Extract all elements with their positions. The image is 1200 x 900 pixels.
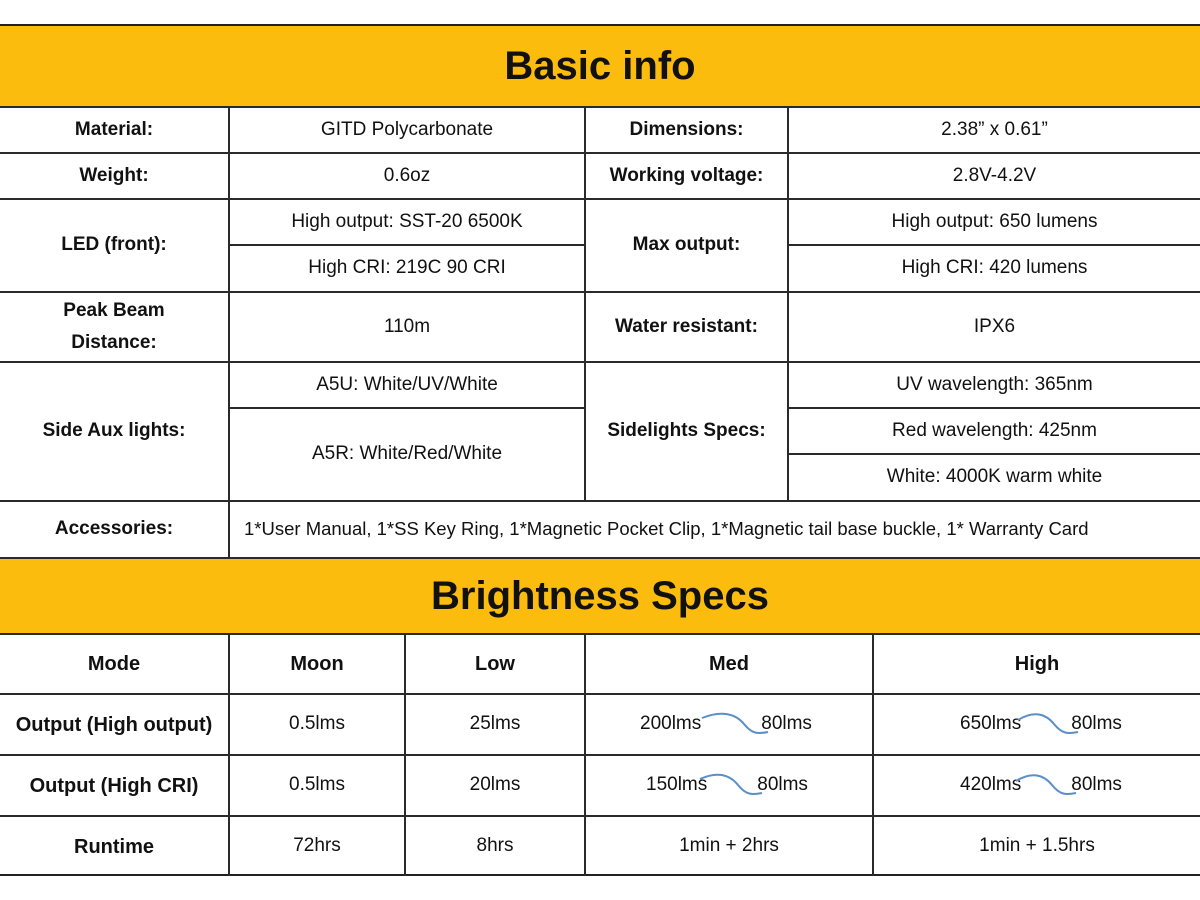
output-high-low: 25lms: [469, 713, 521, 735]
max-output-cri: High CRI: 420 lumens: [901, 257, 1088, 279]
beam-label: Peak Beam Distance:: [63, 299, 165, 353]
dimensions-value: 2.38” x 0.61”: [941, 118, 1048, 140]
output-high-med-start: 200lms: [640, 713, 702, 734]
aux-a5r: A5R: White/Red/White: [311, 443, 503, 465]
led-high-cri: High CRI: 219C 90 CRI: [308, 257, 506, 279]
output-high-high-end: 80lms: [1071, 713, 1122, 734]
decay-curve-icon: [698, 771, 764, 799]
beam-value: 110m: [383, 315, 431, 337]
aux-label: Side Aux lights:: [42, 420, 186, 442]
water-label: Water resistant:: [615, 315, 758, 337]
water-value: IPX6: [973, 315, 1016, 337]
max-output-high: High output: 650 lumens: [891, 210, 1098, 232]
output-cri-low: 20lms: [469, 774, 521, 796]
output-high-med-end: 80lms: [761, 713, 812, 734]
header-med: Med: [709, 653, 749, 675]
weight-label: Weight:: [79, 164, 149, 186]
runtime-low: 8hrs: [476, 835, 514, 857]
output-high-moon: 0.5lms: [289, 713, 345, 735]
brightness-title: Brightness Specs: [0, 559, 1200, 633]
material-value: GITD Polycarbonate: [320, 118, 494, 140]
output-cri-med-end: 80lms: [757, 774, 808, 795]
led-high-output: High output: SST-20 6500K: [291, 210, 523, 232]
material-label: Material:: [74, 118, 154, 140]
accessories-value: 1*User Manual, 1*SS Key Ring, 1*Magnetic Pocket Clip, 1*Magnetic tail base buckle, 1* Warranty Card: [244, 518, 1089, 540]
header-high: High: [1014, 653, 1060, 675]
output-cri-high-start: 420lms: [960, 774, 1022, 795]
max-output-label: Max output:: [632, 234, 741, 256]
output-cri-high-end: 80lms: [1071, 774, 1122, 795]
accessories-label: Accessories:: [54, 518, 174, 540]
runtime-med: 1min + 2hrs: [679, 835, 779, 857]
spec-sheet: [0, 24, 1200, 876]
decay-curve-icon: [700, 710, 770, 738]
aux-a5u: A5U: White/UV/White: [316, 373, 498, 395]
sidelights-uv: UV wavelength: 365nm: [896, 373, 1093, 395]
basic-info-title: Basic info: [0, 26, 1200, 106]
output-high-label: Output (High output): [15, 713, 213, 736]
output-cri-moon: 0.5lms: [289, 774, 345, 796]
voltage-label: Working voltage:: [609, 164, 764, 186]
led-label: LED (front):: [61, 234, 167, 256]
runtime-label: Runtime: [74, 835, 154, 858]
sidelights-white: White: 4000K warm white: [886, 466, 1103, 488]
header-moon: Moon: [290, 653, 344, 675]
runtime-moon: 72hrs: [293, 835, 341, 857]
dimensions-label: Dimensions:: [629, 118, 744, 140]
decay-curve-icon: [1014, 771, 1078, 799]
runtime-high: 1min + 1.5hrs: [979, 835, 1095, 857]
decay-curve-icon: [1016, 710, 1080, 738]
output-cri-label: Output (High CRI): [29, 774, 199, 797]
output-cri-med-start: 150lms: [646, 774, 708, 795]
weight-value: 0.6oz: [383, 164, 431, 186]
sidelights-red: Red wavelength: 425nm: [892, 419, 1097, 441]
sidelights-label: Sidelights Specs:: [607, 420, 766, 442]
output-high-high-start: 650lms: [960, 713, 1022, 734]
header-mode: Mode: [87, 653, 141, 675]
voltage-value: 2.8V-4.2V: [952, 164, 1037, 186]
header-low: Low: [475, 653, 515, 675]
